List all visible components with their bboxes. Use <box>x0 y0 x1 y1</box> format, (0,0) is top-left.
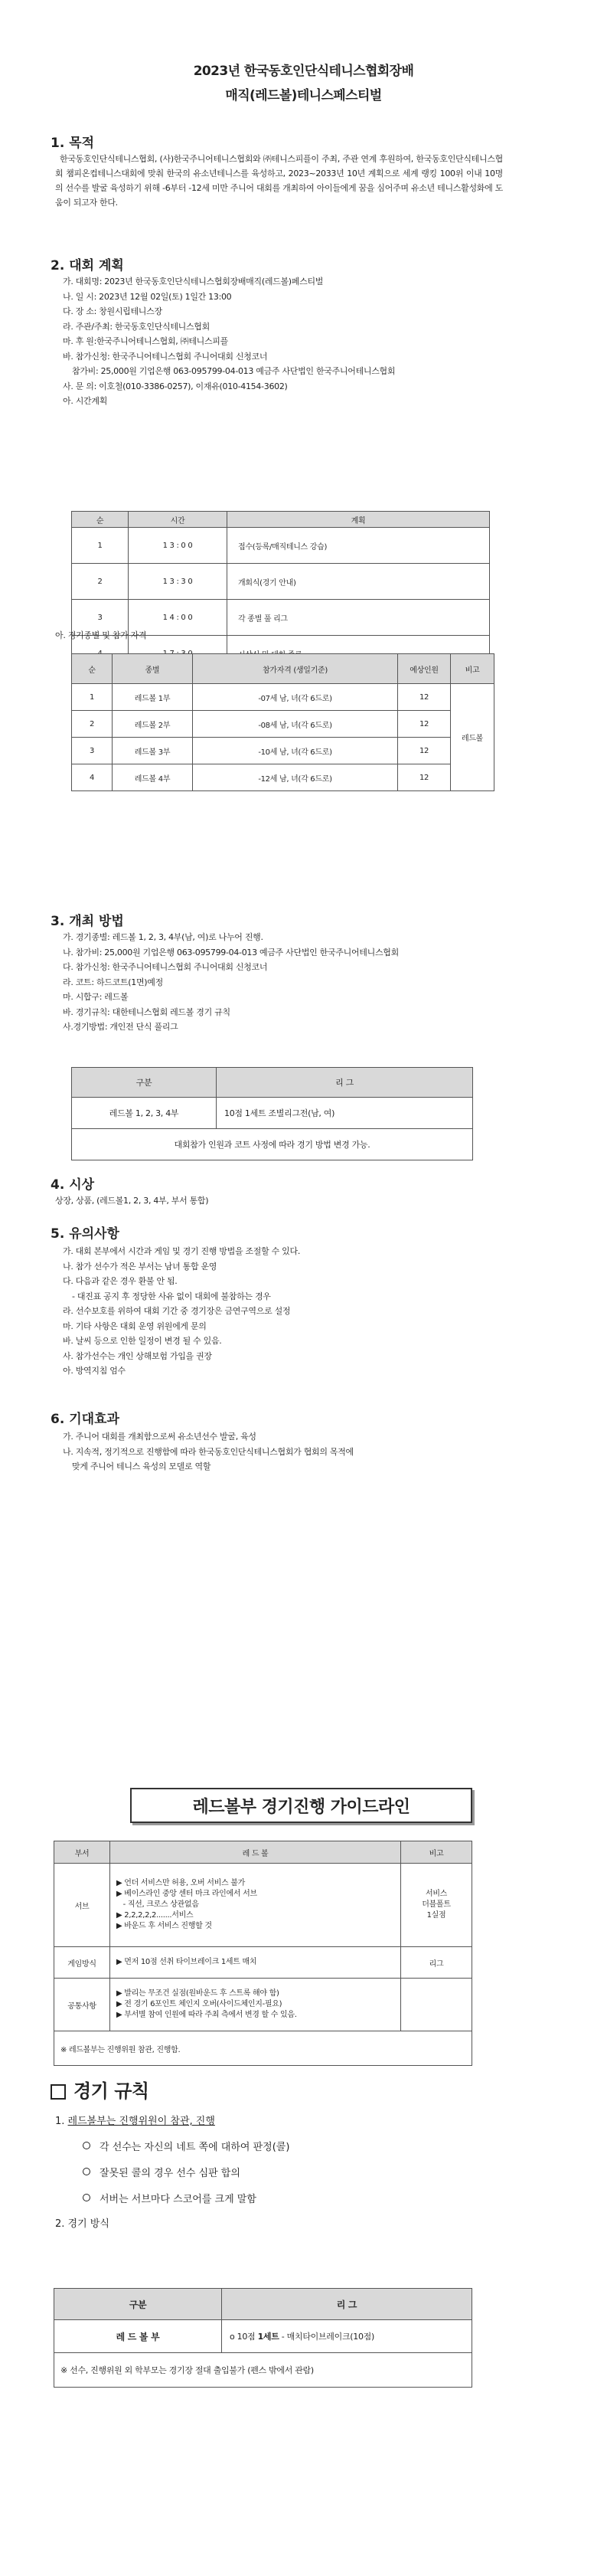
event-cell: -10세 남, 녀(각 6드로) <box>193 738 398 764</box>
section-heading-purpose: 1. 목적 <box>51 136 95 151</box>
guide-item: ▶ 전 경기 6포인트 체인지 오버(사이드체인지-필요) <box>116 2000 282 2008</box>
notice-line: 나. 참가 선수가 적은 부서는 남녀 통합 운영 <box>63 1261 217 1272</box>
event-cell: 12 <box>398 764 451 791</box>
rules-item-number: 1. <box>55 2116 65 2127</box>
rules-list <box>55 2114 289 2232</box>
event-caption: 아. 경기종별 및 참가 자격 <box>55 630 147 640</box>
event-header: 비고 <box>451 654 494 684</box>
notice-line: 아. 방역지침 엄수 <box>63 1366 126 1376</box>
notice-line: 다. 다음과 같은 경우 환불 안 됨. <box>63 1276 178 1286</box>
event-cell: 2 <box>72 711 113 738</box>
event-table <box>71 653 494 791</box>
schedule-cell: 1 <box>72 528 129 564</box>
effect-line: 가. 주니어 대회를 개최함으로써 유소년선수 발굴, 육성 <box>63 1432 256 1442</box>
method-cell: 레드볼 1, 2, 3, 4부 <box>72 1098 217 1129</box>
guide-row-note <box>401 1979 472 2031</box>
guide-row-content <box>110 1947 401 1979</box>
event-header: 종별 <box>113 654 193 684</box>
match-format-note: ※ 선수, 진행위원 외 학부모는 경기장 절대 출입불가 (펜스 밖에서 관람) <box>54 2353 472 2388</box>
guide-item: ▶ 먼저 10점 선취 타이브레이크 1세트 매치 <box>116 1958 257 1966</box>
section-heading-notice: 5. 유의사항 <box>51 1226 119 1242</box>
match-format-set: 1세트 <box>257 2332 279 2342</box>
plan-line: 나. 일 시: 2023년 12월 02일(토) 1일간 13:00 <box>63 291 232 302</box>
rules-heading <box>51 2076 149 2103</box>
schedule-header: 시간 <box>129 512 227 528</box>
section-heading-method: 3. 개최 방법 <box>51 914 124 929</box>
schedule-cell: 1 3 : 3 0 <box>129 564 227 600</box>
event-cell: 12 <box>398 711 451 738</box>
guide-item: ▶ 베이스라인 중앙 센터 마크 라인에서 서브 <box>116 1890 257 1898</box>
notice-line: 바. 날씨 등으로 인한 일정이 변경 될 수 있음. <box>63 1336 222 1346</box>
event-cell: 레드볼 1부 <box>113 684 193 711</box>
match-format-score: 10점 <box>237 2332 256 2342</box>
rules-bullet-text: 잘못된 콜의 경우 선수 심판 합의 <box>100 2168 240 2179</box>
plan-line: 아. 시간계획 <box>63 396 108 406</box>
event-cell: -07세 남, 녀(각 6드로) <box>193 684 398 711</box>
event-cell: 레드볼 3부 <box>113 738 193 764</box>
event-cell: -12세 남, 녀(각 6드로) <box>193 764 398 791</box>
guide-row-note: 서비스 더블폴트 1실점 <box>401 1864 472 1947</box>
table-row <box>72 528 490 564</box>
match-format-header: 리 그 <box>222 2289 472 2320</box>
event-cell: 레드볼 2부 <box>113 711 193 738</box>
event-note-cell: 레드볼 <box>451 684 494 791</box>
plan-line: 라. 주관/주최: 한국동호인단식테니스협회 <box>63 321 210 332</box>
method-line: 마. 시합구: 레드볼 <box>63 992 129 1002</box>
schedule-table <box>71 511 490 672</box>
event-header: 예상인원 <box>398 654 451 684</box>
event-cell: 4 <box>72 764 113 791</box>
match-format-label: 레 드 볼 부 <box>54 2320 222 2353</box>
event-cell: 12 <box>398 684 451 711</box>
notice-line: 라. 선수보호를 위하여 대회 기간 중 경기장은 금연구역으로 설정 <box>63 1306 291 1316</box>
guide-item: ▶ 발리는 무조건 실점(원바운드 후 스트록 해야 함) <box>116 1989 279 1998</box>
rules-item-text: 레드볼부는 진행위원이 참관, 진행 <box>67 2116 215 2127</box>
event-cell: 12 <box>398 738 451 764</box>
rules-bullet <box>83 2166 289 2182</box>
schedule-cell: 3 <box>72 600 129 636</box>
guide-item: ▶ 언더 서비스만 허용, 오버 서비스 불가 <box>116 1879 245 1887</box>
method-line: 나. 참가비: 25,000원 기업은행 063-095799-04-013 예금주 사단법인 한국주니어테니스협회 <box>63 947 399 957</box>
match-format-detail: - 매치타이브레이크(10점) <box>281 2332 374 2342</box>
circle-bullet-icon <box>83 2142 90 2149</box>
notice-list <box>63 1244 300 1379</box>
event-header: 순 <box>72 654 113 684</box>
match-format-bullet: o <box>230 2332 235 2342</box>
rules-item-2: 2. 경기 방식 <box>55 2218 109 2230</box>
guide-header: 부서 <box>54 1841 110 1864</box>
document-title-line2: 매직(레드볼)테니스페스티벌 <box>225 88 382 103</box>
rules-bullet <box>83 2140 289 2155</box>
match-format-header: 구분 <box>54 2289 222 2320</box>
event-cell: 레드볼 4부 <box>113 764 193 791</box>
purpose-paragraph: 한국동호인단식테니스협회, (사)한국주니어테니스협회와 ㈜테니스피플이 주최, 주관 연계 후원하여, 한국동호인단식테니스협회 챔피온컵테니스대회에 맞춰 한국의 유소년테니스를 육성하고, 2023~2033년 10년 계획으로 세계 랭킹 100위 이내 10명의 선수를 발굴 육성하기 위해 -6부터 -12세 미만 주니어 대회를 개최하여 아이들에게 꿈을 심어주며 유소년 테니스활성화에 도움이 되고자 한다. <box>55 154 503 208</box>
method-line: 가. 경기종별: 레드볼 1, 2, 3, 4부(남, 여)로 나누어 진행. <box>63 932 263 942</box>
section-heading-effect: 6. 기대효과 <box>51 1412 119 1427</box>
document-title-line1: 2023년 한국동호인단식테니스협회장배 <box>193 64 414 79</box>
guide-item: ▶ 바운드 후 서비스 진행할 것 <box>116 1922 212 1930</box>
guide-item: ▶ 부서별 참여 인원에 따라 주최 측에서 변경 할 수 있음. <box>116 2011 297 2019</box>
table-row <box>54 1864 472 1947</box>
plan-line: 사. 문 의: 이호철(010-3386-0257), 이재유(010-4154-3602) <box>63 381 288 391</box>
guide-footnote: ※ 레드볼부는 진행위원 참관, 진행함. <box>54 2031 472 2066</box>
table-row <box>72 1129 473 1160</box>
notice-line: 가. 대회 본부에서 시간과 게임 및 경기 진행 방법을 조절할 수 있다. <box>63 1246 301 1256</box>
table-row <box>72 684 494 711</box>
guide-row-label: 서브 <box>54 1864 110 1947</box>
rules-item-1 <box>55 2114 289 2129</box>
guide-item: - 직선, 크로스 상관없음 <box>116 1900 199 1909</box>
notice-line: 마. 기타 사항은 대회 운영 위원에게 문의 <box>63 1321 207 1331</box>
event-cell: -08세 남, 녀(각 6드로) <box>193 711 398 738</box>
schedule-cell: 1 3 : 0 0 <box>129 528 227 564</box>
method-line: 다. 참가신청: 한국주니어테니스협회 주니어대회 신청코너 <box>63 962 268 972</box>
award-text: 상장, 상품, (레드볼1, 2, 3, 4부, 부서 통합) <box>55 1196 209 1206</box>
method-list <box>63 930 399 1035</box>
table-row <box>72 738 494 764</box>
method-header: 리 그 <box>217 1068 473 1098</box>
schedule-cell: 2 <box>72 564 129 600</box>
effect-line: 맞게 주니어 테니스 육성의 모델로 역할 <box>72 1461 211 1471</box>
schedule-cell: 개회식(경기 안내) <box>227 564 490 600</box>
table-row <box>72 1098 473 1129</box>
plan-line: 마. 후 원:한국주니어테니스협회, ㈜테니스피플 <box>63 336 228 346</box>
event-cell: 3 <box>72 738 113 764</box>
table-row <box>72 711 494 738</box>
notice-line: 사. 참가선수는 개인 상해보험 가입을 권장 <box>63 1350 212 1361</box>
schedule-header: 순 <box>72 512 129 528</box>
section-heading-award: 4. 시상 <box>51 1177 95 1193</box>
notice-line: - 대진표 공지 후 정당한 사유 없이 대회에 불참하는 경우 <box>72 1291 271 1301</box>
guide-row-content <box>110 1864 401 1947</box>
plan-line: 바. 참가신청: 한국주니어테니스협회 주니어대회 신청코너 <box>63 351 268 362</box>
table-row <box>54 2031 472 2066</box>
method-line: 바. 경기규칙: 대한테니스협회 레드볼 경기 규칙 <box>63 1007 230 1017</box>
rules-bullet-text: 각 선수는 자신의 네트 쪽에 대하여 판정(콜) <box>100 2142 290 2153</box>
table-row <box>54 1947 472 1979</box>
method-line: 사.경기방법: 개인전 단식 풀리그 <box>63 1022 178 1032</box>
method-note: 대회참가 인원과 코트 사정에 따라 경기 방법 변경 가능. <box>72 1129 473 1160</box>
guide-title-box: 레드볼부 경기진행 가이드라인 <box>130 1788 472 1823</box>
circle-bullet-icon <box>83 2168 90 2175</box>
guide-header: 비고 <box>401 1841 472 1864</box>
table-row <box>54 2320 472 2353</box>
schedule-header: 계획 <box>227 512 490 528</box>
guide-header: 레 드 볼 <box>110 1841 401 1864</box>
method-table <box>71 1067 473 1160</box>
table-row <box>54 2353 472 2388</box>
event-header: 참가자격 (생일기준) <box>193 654 398 684</box>
method-cell: 10점 1세트 조별리그전(남, 여) <box>217 1098 473 1129</box>
square-bullet-icon <box>51 2084 66 2100</box>
schedule-cell: 각 종별 풀 리그 <box>227 600 490 636</box>
circle-bullet-icon <box>83 2194 90 2201</box>
rules-bullet-text: 서버는 서브마다 스코어를 크게 말함 <box>100 2194 256 2205</box>
schedule-cell: 접수(등록/매직테니스 강습) <box>227 528 490 564</box>
plan-list <box>63 274 395 409</box>
match-format-value <box>222 2320 472 2353</box>
guide-row-label: 게임방식 <box>54 1947 110 1979</box>
plan-line: 참가비: 25,000원 기업은행 063-095799-04-013 예금주 사단법인 한국주니어테니스협회 <box>72 366 396 376</box>
guide-row-label: 공통사항 <box>54 1979 110 2031</box>
table-row <box>72 564 490 600</box>
table-row <box>72 764 494 791</box>
section-heading-plan: 2. 대회 계획 <box>51 258 124 273</box>
plan-line: 다. 장 소: 창원시립테니스장 <box>63 306 162 316</box>
effect-list <box>63 1429 354 1475</box>
guide-row-content <box>110 1979 401 2031</box>
event-cell: 1 <box>72 684 113 711</box>
table-row <box>54 1979 472 2031</box>
guide-table <box>54 1841 472 2066</box>
effect-line: 나. 지속적, 정기적으로 진행함에 따라 한국동호인단식테니스협회가 협회의 목적에 <box>63 1446 354 1457</box>
schedule-cell: 1 4 : 0 0 <box>129 600 227 636</box>
plan-line: 가. 대회명: 2023년 한국동호인단식테니스협회장배매직(레드볼)페스티벌 <box>63 277 324 286</box>
guide-item: ▶ 2,2,2,2,2.......서비스 <box>116 1911 194 1920</box>
match-format-table <box>54 2288 472 2388</box>
rules-bullet <box>83 2192 289 2208</box>
rules-heading-text: 경기 규칙 <box>73 2080 149 2102</box>
guide-row-note: 리그 <box>401 1947 472 1979</box>
method-header: 구분 <box>72 1068 217 1098</box>
method-line: 라. 코트: 하드코트(1면)예정 <box>63 977 163 987</box>
